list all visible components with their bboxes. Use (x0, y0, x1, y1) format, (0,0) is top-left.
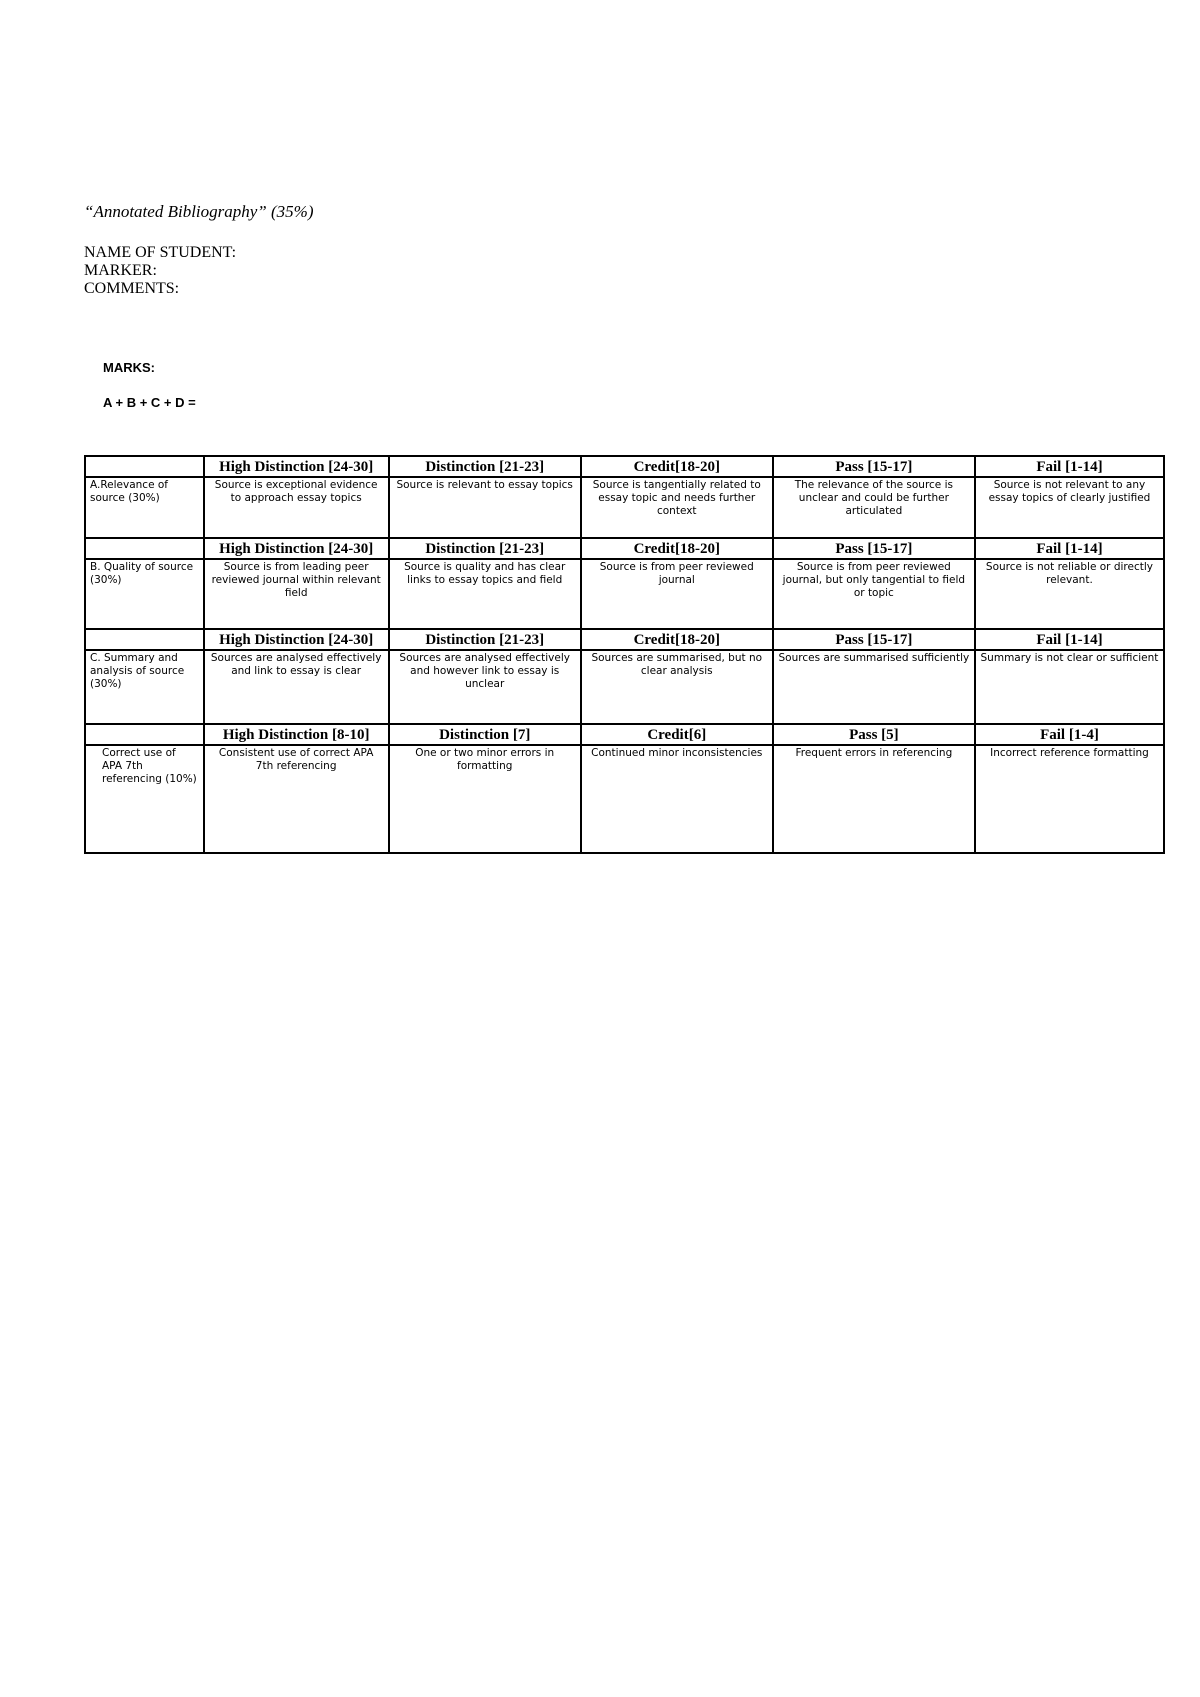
marking-rubric-table (84, 455, 1165, 854)
descriptor-pass: Source is from peer reviewed journal, but only tangential to field or topic (773, 559, 975, 629)
level-high-distinction: High Distinction [24-30] (204, 538, 389, 559)
descriptor-pass: Sources are summarised sufficiently (773, 650, 975, 724)
rubric-criterion-row (85, 650, 1164, 724)
level-credit: Credit[18-20] (581, 538, 773, 559)
marks-label: MARKS: (103, 360, 155, 375)
page-title: “Annotated Bibliography” (35%) (84, 202, 314, 221)
level-high-distinction: High Distinction [8-10] (204, 724, 389, 745)
empty-cell (85, 724, 204, 745)
level-fail: Fail [1-14] (975, 538, 1164, 559)
marks-block (103, 360, 196, 410)
level-credit: Credit[6] (581, 724, 773, 745)
descriptor-high-distinction: Source is from leading peer reviewed journal within relevant field (204, 559, 389, 629)
level-high-distinction: High Distinction [24-30] (204, 629, 389, 650)
empty-cell (85, 538, 204, 559)
rubric-level-header-row (85, 456, 1164, 477)
empty-cell (85, 629, 204, 650)
descriptor-pass: Frequent errors in referencing (773, 745, 975, 853)
criterion-label: Correct use of APA 7th referencing (10%) (85, 745, 204, 853)
descriptor-credit: Source is tangentially related to essay topic and needs further context (581, 477, 773, 538)
empty-cell (85, 456, 204, 477)
comments-label: COMMENTS: (84, 280, 180, 297)
criterion-label: A.Relevance of source (30%) (85, 477, 204, 538)
rubric-level-header-row (85, 629, 1164, 650)
level-distinction: Distinction [21-23] (389, 538, 581, 559)
descriptor-high-distinction: Consistent use of correct APA 7th referencing (204, 745, 389, 853)
descriptor-high-distinction: Source is exceptional evidence to approach essay topics (204, 477, 389, 538)
level-distinction: Distinction [21-23] (389, 456, 581, 477)
descriptor-distinction: Sources are analysed effectively and however link to essay is unclear (389, 650, 581, 724)
student-info-fields (84, 244, 236, 298)
level-fail: Fail [1-4] (975, 724, 1164, 745)
level-high-distinction: High Distinction [24-30] (204, 456, 389, 477)
descriptor-high-distinction: Sources are analysed effectively and link to essay is clear (204, 650, 389, 724)
level-pass: Pass [15-17] (773, 456, 975, 477)
descriptor-credit: Sources are summarised, but no clear analysis (581, 650, 773, 724)
level-pass: Pass [5] (773, 724, 975, 745)
descriptor-distinction: Source is quality and has clear links to essay topics and field (389, 559, 581, 629)
student-name-label: NAME OF STUDENT: (84, 244, 237, 261)
marks-formula: A + B + C + D = (103, 395, 196, 410)
descriptor-distinction: One or two minor errors in formatting (389, 745, 581, 853)
criterion-label: C. Summary and analysis of source (30%) (85, 650, 204, 724)
level-fail: Fail [1-14] (975, 456, 1164, 477)
level-distinction: Distinction [7] (389, 724, 581, 745)
rubric-criterion-row (85, 559, 1164, 629)
descriptor-credit: Continued minor inconsistencies (581, 745, 773, 853)
rubric-level-header-row (85, 724, 1164, 745)
level-fail: Fail [1-14] (975, 629, 1164, 650)
descriptor-fail: Source is not reliable or directly relevant. (975, 559, 1164, 629)
descriptor-fail: Source is not relevant to any essay topics of clearly justified (975, 477, 1164, 538)
level-credit: Credit[18-20] (581, 629, 773, 650)
rubric-criterion-row (85, 745, 1164, 853)
descriptor-distinction: Source is relevant to essay topics (389, 477, 581, 538)
descriptor-fail: Incorrect reference formatting (975, 745, 1164, 853)
descriptor-pass: The relevance of the source is unclear and could be further articulated (773, 477, 975, 538)
level-distinction: Distinction [21-23] (389, 629, 581, 650)
rubric-criterion-row (85, 477, 1164, 538)
marker-label: MARKER: (84, 262, 157, 279)
level-pass: Pass [15-17] (773, 629, 975, 650)
criterion-label: B. Quality of source (30%) (85, 559, 204, 629)
descriptor-fail: Summary is not clear or sufficient (975, 650, 1164, 724)
rubric-level-header-row (85, 538, 1164, 559)
level-credit: Credit[18-20] (581, 456, 773, 477)
descriptor-credit: Source is from peer reviewed journal (581, 559, 773, 629)
level-pass: Pass [15-17] (773, 538, 975, 559)
